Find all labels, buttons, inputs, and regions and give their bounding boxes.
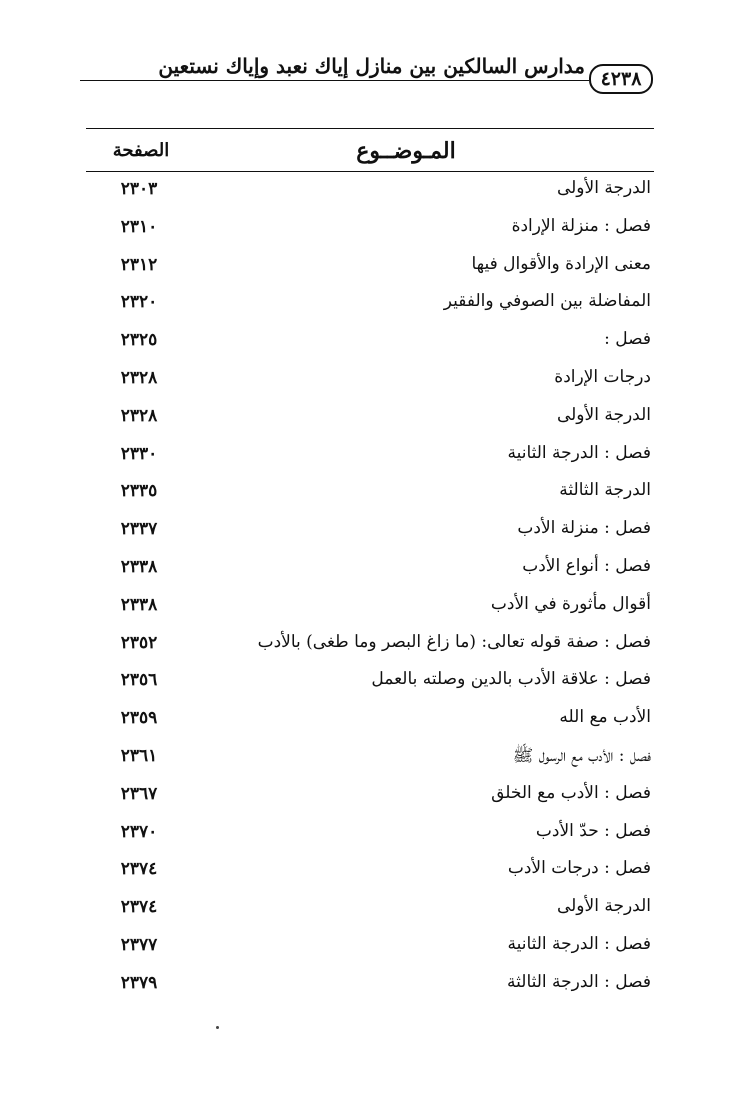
topic-cell: معنى الإرادة والأقوال فيها [471,253,651,274]
table-row [0,323,756,361]
page-cell: ٢٣١٠ [120,216,158,237]
page-cell: ٢٣٥٩ [120,708,158,729]
table-row [0,739,756,777]
table-row [0,890,756,928]
stray-dot [216,1026,219,1029]
table-row [0,512,756,550]
page-number: ٤٢٣٨ [589,64,653,94]
table-row [0,701,756,739]
topic-cell: درجات الإرادة [554,366,651,387]
table-row [0,361,756,399]
table-row [0,474,756,512]
page-cell: ٢٣٢٨ [120,405,158,426]
table-row [0,663,756,701]
page-cell: ٢٣٣٠ [120,443,158,464]
page-cell: ٢٣٦٧ [120,783,158,804]
topic-cell: فصل : درجات الأدب [507,858,651,879]
table-row [0,248,756,286]
table-row [0,815,756,853]
topic-cell: فصل : صفة قوله تعالى: (ما زاغ البصر وما طغى) بالأدب [257,631,651,652]
table-row [0,966,756,1004]
page-cell: ٢٣٣٨ [120,594,158,615]
table-row [0,852,756,890]
page-cell: ٢٣٢٠ [120,292,158,313]
table-row [0,172,756,210]
table-row [0,210,756,248]
topic-cell: فصل : علاقة الأدب بالدين وصلته بالعمل [371,669,651,690]
table-row [0,285,756,323]
table-row [0,626,756,664]
topic-cell: الدرجة الأولى [556,896,651,917]
page-cell: ٢٣٧٩ [120,972,158,993]
topic-cell: فصل : الدرجة الثالثة [507,971,651,992]
topic-cell: فصل : الدرجة الثانية [507,933,651,954]
topic-cell: فصل : الأدب مع الخلق [491,782,651,803]
page-cell: ٢٣٧٤ [120,897,158,918]
topic-cell: فصل : [604,329,651,350]
page-cell: ٢٣٢٥ [120,330,158,351]
page-cell: ٢٣٧٧ [120,934,158,955]
table-top-rule [86,128,654,129]
topic-cell: المفاضلة بين الصوفي والفقير [443,291,651,312]
topic-cell: الدرجة الأولى [556,178,651,198]
page-cell: ٢٣٢٨ [120,367,158,388]
topic-cell: فصل : حدّ الأدب [535,820,651,841]
header-rule [80,80,589,81]
topic-column-header: المـوضــوع [356,138,456,164]
table-row [0,437,756,475]
table-row [0,399,756,437]
page-column-header: الصفحة [112,140,170,161]
page-cell: ٢٣١٢ [120,254,158,275]
page-cell: ٢٣٣٥ [120,481,158,502]
page-cell: ٢٣٣٨ [120,556,158,577]
table-row [0,588,756,626]
table-row [0,777,756,815]
topic-cell: فصل : الأدب مع الرسول ﷺ [512,745,651,766]
topic-cell: فصل : أنواع الأدب [522,555,651,576]
page-cell: ٢٣٥٦ [120,670,158,691]
table-row [0,550,756,588]
topic-cell: فصل : الدرجة الثانية [507,442,651,463]
page-cell: ٢٣٣٧ [120,519,158,540]
topic-cell: أقوال مأثورة في الأدب [490,593,651,614]
page-cell: ٢٣٧٤ [120,859,158,880]
page-cell: ٢٣٦١ [120,745,158,766]
running-header-title: مدارس السالكين بين منازل إياك نعبد وإياك نستعين [158,54,585,78]
table-row [0,928,756,966]
page-cell: ٢٣٧٠ [120,821,158,842]
topic-cell: الدرجة الأولى [556,404,651,425]
topic-cell: فصل : منزلة الأدب [517,518,651,539]
table-of-contents [0,172,756,1004]
topic-cell: فصل : منزلة الإرادة [511,215,651,236]
topic-cell: الأدب مع الله [559,707,651,728]
page-cell: ٢٣٥٢ [120,632,158,653]
topic-cell: الدرجة الثالثة [559,480,651,501]
page-cell: ٢٣٠٣ [120,179,158,199]
